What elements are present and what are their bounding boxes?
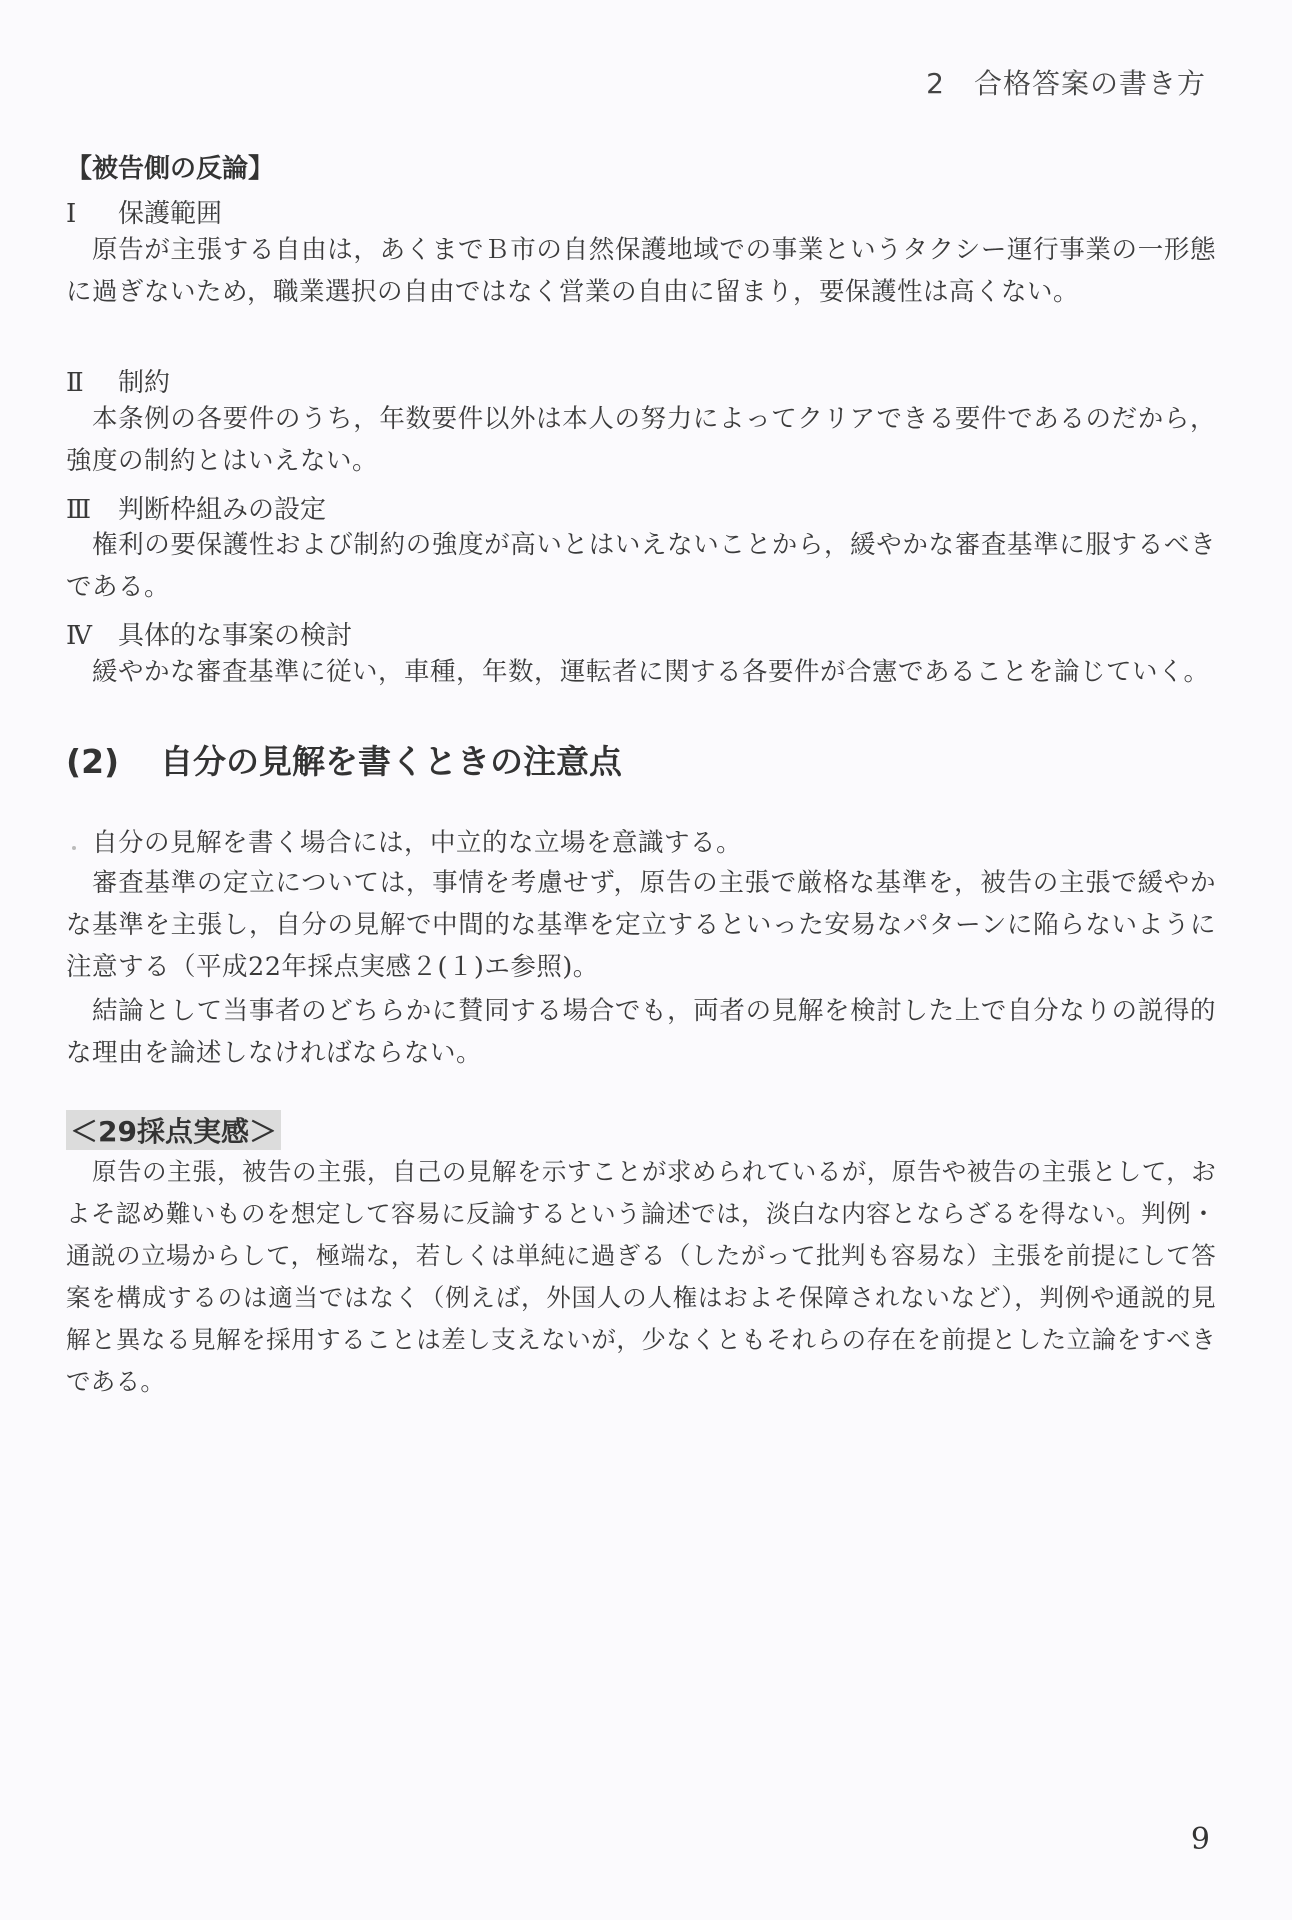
running-head: 2 合格答案の書き方 xyxy=(926,67,1206,100)
box-body: 原告の主張，被告の主張，自己の見解を示すことが求められているが，原告や被告の主張として，およそ認め難いものを想定して容易に反論するという論述では，淡白な内容とならざるを得ない。判例・通説の立場からして，極端な，若しくは単純に過ぎる（したがって批判も容易な）主張を前提にして答案を構成するのは適当ではなく（例えば，外国人の人権はおよそ保障されないなど），判例や通説的見解と異なる見解を採用することは差し支えないが，少なくともそれらの存在を前提とした立論をすべきである。 xyxy=(66,1157,1216,1396)
subsection-heading xyxy=(66,736,622,783)
subsection-paragraph: 審査基準の定立については，事情を考慮せず，原告の主張で厳格な基準を，被告の主張で緩やかな基準を主張し，自分の見解で中間的な基準を定立するといった安易なパターンに陥らないように注意する（平成22年採点実感２(１)エ参照)。 xyxy=(66,868,1216,982)
section-heading xyxy=(66,615,352,652)
subsection-number: (2) xyxy=(66,742,120,781)
section-body: 権利の要保護性および制約の強度が高いとはいえないことから，緩やかな審査基準に服するべきである。 xyxy=(66,530,1216,602)
section-body: 本条例の各要件のうち，年数要件以外は本人の努力によってクリアできる要件であるのだから，強度の制約とはいえない。 xyxy=(66,404,1216,476)
section-title: 判断枠組みの設定 xyxy=(118,495,327,525)
section-heading xyxy=(66,362,170,399)
section-title: 制約 xyxy=(118,368,171,398)
box-title: ＜29採点実感＞ xyxy=(66,1110,281,1150)
section-heading xyxy=(66,489,326,526)
section-body: 原告が主張する自由は，あくまでＢ市の自然保護地域での事業というタクシー運行事業の一形態に過ぎないため，職業選択の自由ではなく営業の自由に留まり，要保護性は高くない。 xyxy=(66,235,1216,307)
section-number: Ⅲ xyxy=(66,495,92,525)
section-number: Ⅳ xyxy=(66,621,92,651)
section-number: Ⅰ xyxy=(66,199,77,229)
section-body: 緩やかな審査基準に従い，車種，年数，運転者に関する各要件が合憲であることを論じていく。 xyxy=(92,657,1210,687)
subsection-paragraph: 結論として当事者のどちらかに賛同する場合でも，両者の見解を検討した上で自分なりの説得的な理由を論述しなければならない。 xyxy=(66,996,1216,1068)
defendant-rebuttal-label: 【被告側の反論】 xyxy=(66,154,275,184)
subsection-title: 自分の見解を書くときの注意点 xyxy=(160,742,622,781)
subsection-paragraph: 自分の見解を書く場合には，中立的な立場を意識する。 xyxy=(92,828,743,858)
section-heading xyxy=(66,193,222,230)
section-number: Ⅱ xyxy=(66,368,84,398)
section-title: 保護範囲 xyxy=(118,199,223,229)
page-number: 9 xyxy=(1190,1822,1210,1857)
section-title: 具体的な事案の検討 xyxy=(118,621,353,651)
